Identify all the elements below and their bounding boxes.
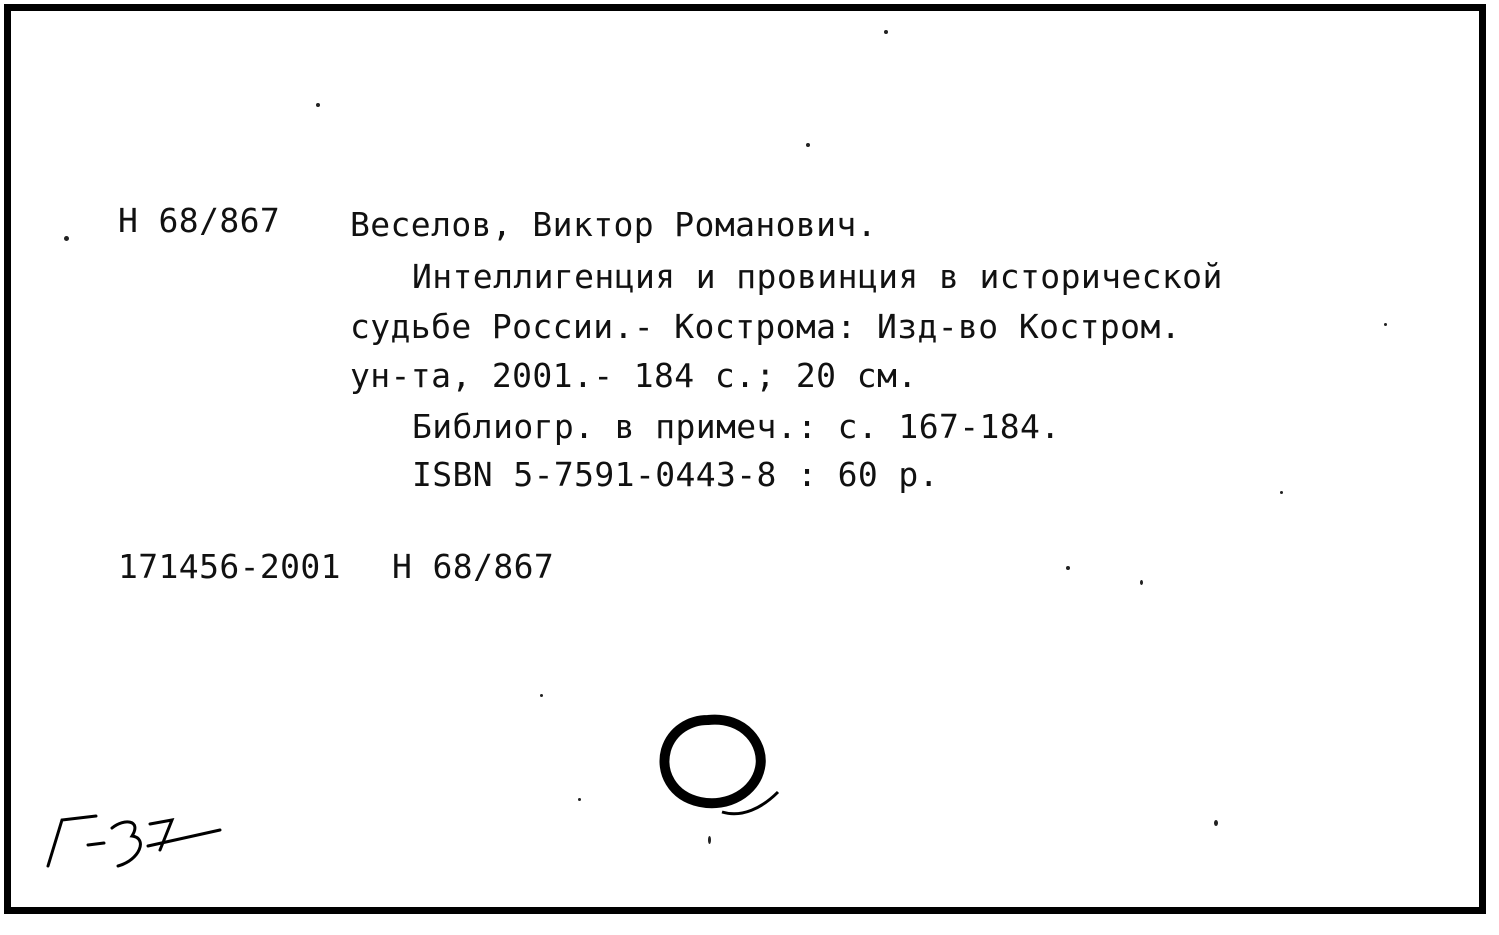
author-heading: Веселов, Виктор Романович. (350, 205, 877, 244)
dust-speck (1214, 820, 1218, 826)
dust-speck (884, 30, 888, 34)
title-line-2: судьбе России.- Кострома: Изд-во Костром. (350, 307, 1181, 346)
call-number: Н 68/867 (118, 201, 281, 240)
dust-speck (708, 836, 711, 844)
dust-speck (1280, 491, 1283, 494)
title-line-1: Интеллигенция и провинция в исторической (412, 257, 1223, 296)
dust-speck (64, 236, 69, 241)
dust-speck (1384, 323, 1387, 326)
dust-speck (1066, 566, 1070, 570)
isbn-line: ISBN 5-7591-0443-8 : 60 р. (412, 455, 939, 494)
dust-speck (1140, 580, 1143, 585)
punch-hole-icon (664, 720, 778, 814)
dust-speck (806, 143, 810, 147)
bibliography-note: Библиогр. в примеч.: с. 167-184. (412, 407, 1061, 446)
dust-speck (316, 103, 320, 107)
handwritten-mark-icon (48, 816, 220, 866)
inventory-number: 171456-2001 (118, 547, 341, 586)
footer-call-number: Н 68/867 (392, 547, 555, 586)
dust-speck (540, 694, 543, 697)
title-line-3: ун-та, 2001.- 184 с.; 20 см. (350, 356, 918, 395)
dust-speck (578, 798, 581, 801)
